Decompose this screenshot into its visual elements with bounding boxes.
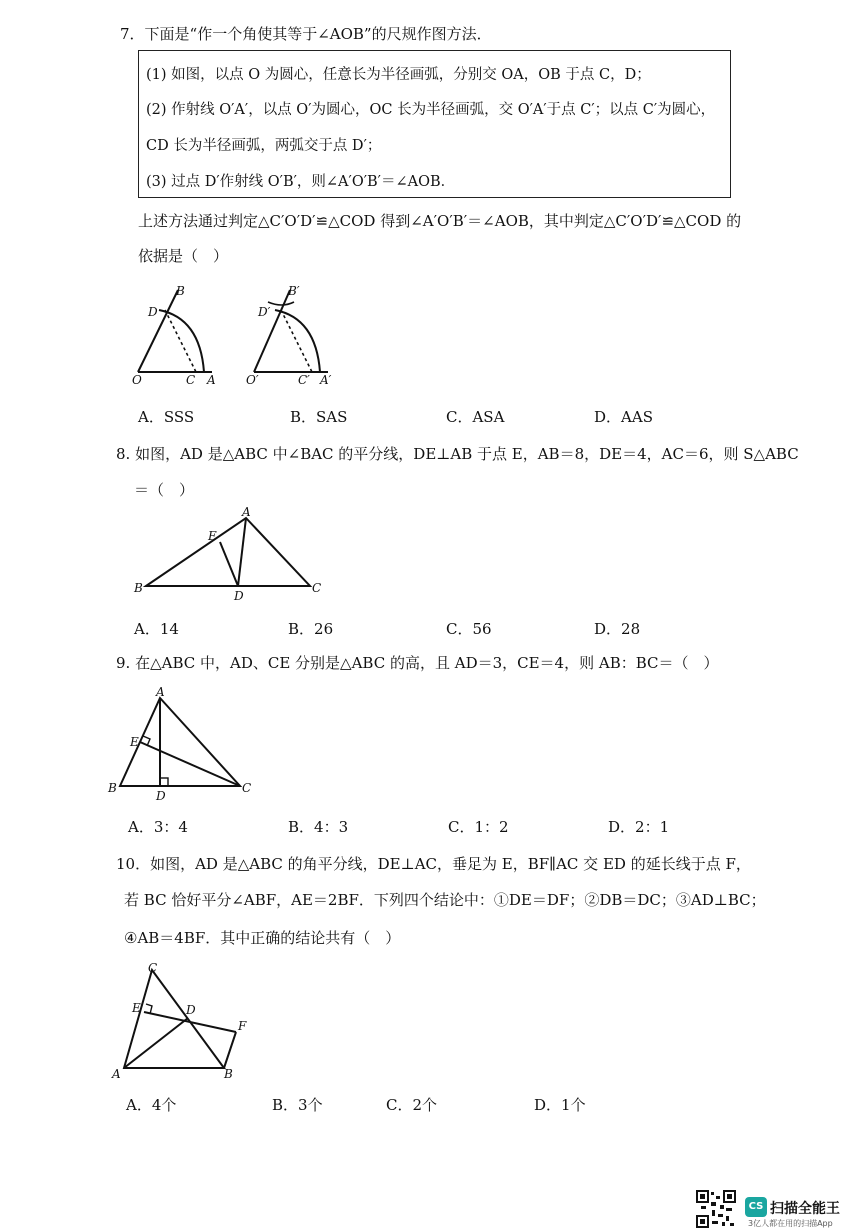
q7-line2: 上述方法通过判定△C′O′D′≌△COD 得到∠A′O′B′＝∠AOB，其中判定△C′O′D′≌△COD 的 (138, 212, 742, 230)
q7-option-d[interactable]: D．AAS (594, 408, 653, 426)
scanner-app-name: 扫描全能王 (770, 1201, 840, 1217)
q10-figure (112, 960, 262, 1082)
q10-option-b[interactable]: B．3个 (272, 1096, 323, 1114)
q10-stem: 10．如图，AD 是△ABC 的角平分线，DE⊥AC，垂足为 E，BF∥AC 交 ED 的延长线于点 F， (116, 855, 751, 873)
label-a: A (156, 685, 165, 699)
label-o: O (132, 373, 142, 387)
q7-step2b: CD 长为半径画弧，两弧交于点 D′； (146, 138, 382, 154)
label-c-prime: C′ (298, 373, 310, 387)
label-c: C (242, 781, 252, 795)
label-d: D (148, 305, 158, 319)
label-e: E (130, 735, 139, 749)
q7-option-c[interactable]: C．ASA (446, 408, 505, 426)
q7-option-b[interactable]: B．SAS (290, 408, 348, 426)
q8-option-b[interactable]: B．26 (288, 620, 334, 638)
label-d: D (234, 589, 244, 603)
label-c: C (186, 373, 196, 387)
q7-option-a[interactable]: A．SSS (138, 408, 195, 426)
ray-o2b2 (254, 290, 290, 372)
q7-step1: (1) 如图，以点 O 为圆心，任意长为半径画弧，分别交 OA，OB 于点 C，D； (146, 67, 651, 83)
label-f: F (238, 1019, 247, 1033)
q7-step2a: (2) 作射线 O′A′，以点 O′为圆心，OC 长为半径画弧，交 O′A′于点 C′；以点 C′为圆心， (146, 102, 716, 118)
label-b: B (134, 581, 143, 595)
q7-step3: (3) 过点 D′作射线 O′B′，则∠A′O′B′＝∠AOB． (146, 174, 456, 190)
q7-stem: 7．下面是“作一个角使其等于∠AOB”的尺规作图方法． (120, 25, 492, 43)
q10-option-c[interactable]: C．2个 (386, 1096, 438, 1114)
label-a: A (112, 1067, 121, 1081)
q7-line3: 依据是（ ） (138, 247, 229, 265)
segment-ad (124, 1018, 188, 1068)
q7-figure-original (128, 280, 228, 390)
arc-cross (268, 302, 294, 305)
q7-figure-copy (244, 280, 344, 390)
label-e: E (132, 1001, 141, 1015)
segment-bf (224, 1032, 236, 1068)
label-b-prime: B′ (288, 284, 300, 298)
scanner-tagline: 3亿人都在用的扫描App (748, 1219, 833, 1228)
label-d: D (186, 1003, 196, 1017)
q10-option-d[interactable]: D．1个 (534, 1096, 586, 1114)
q10-stem3: ④AB＝4BF．其中正确的结论共有（ ） (124, 929, 401, 947)
q10-stem2: 若 BC 恰好平分∠ABF，AE＝2BF．下列四个结论中：①DE＝DF；②DB＝DC；③AD⊥BC； (124, 891, 766, 909)
q8-stem2: ＝（ ） (134, 481, 195, 499)
arc-cd (159, 310, 204, 372)
label-b: B (108, 781, 117, 795)
altitude-ce (140, 742, 240, 786)
label-o-prime: O′ (246, 373, 259, 387)
segment-ad (238, 518, 246, 586)
segment-de (220, 542, 238, 586)
q8-option-c[interactable]: C．56 (446, 620, 492, 638)
right-angle-d (160, 778, 168, 786)
q9-option-b[interactable]: B．4：3 (288, 818, 349, 836)
label-a: A (207, 373, 216, 387)
q8-option-d[interactable]: D．28 (594, 620, 641, 638)
q9-option-d[interactable]: D．2：1 (608, 818, 670, 836)
label-b: B (176, 284, 185, 298)
label-e: E (208, 529, 217, 543)
q8-option-a[interactable]: A．14 (134, 620, 179, 638)
label-a: A (242, 505, 251, 519)
q9-option-c[interactable]: C．1：2 (448, 818, 509, 836)
label-a-prime: A′ (320, 373, 332, 387)
q9-figure (104, 686, 264, 802)
label-c: C (148, 961, 158, 975)
label-d: D (156, 789, 166, 803)
label-c: C (312, 581, 322, 595)
q9-option-a[interactable]: A．3：4 (128, 818, 188, 836)
qr-code-icon (696, 1190, 736, 1228)
q9-stem: 9. 在△ABC 中，AD、CE 分别是△ABC 的高，且 AD＝3，CE＝4，则 AB：BC＝（ ） (116, 654, 719, 672)
triangle-abc (146, 518, 310, 586)
ray-ob (138, 290, 178, 372)
label-b: B (224, 1067, 233, 1081)
scanner-logo-icon: CS (745, 1197, 767, 1217)
arc-c2d2 (275, 310, 320, 372)
q8-figure (128, 505, 328, 606)
label-d-prime: D′ (258, 305, 271, 319)
q8-stem: 8. 如图，AD 是△ABC 中∠BAC 的平分线，DE⊥AB 于点 E，AB＝8，DE＝4，AC＝6，则 S△ABC (116, 445, 799, 463)
q10-option-a[interactable]: A．4个 (126, 1096, 177, 1114)
